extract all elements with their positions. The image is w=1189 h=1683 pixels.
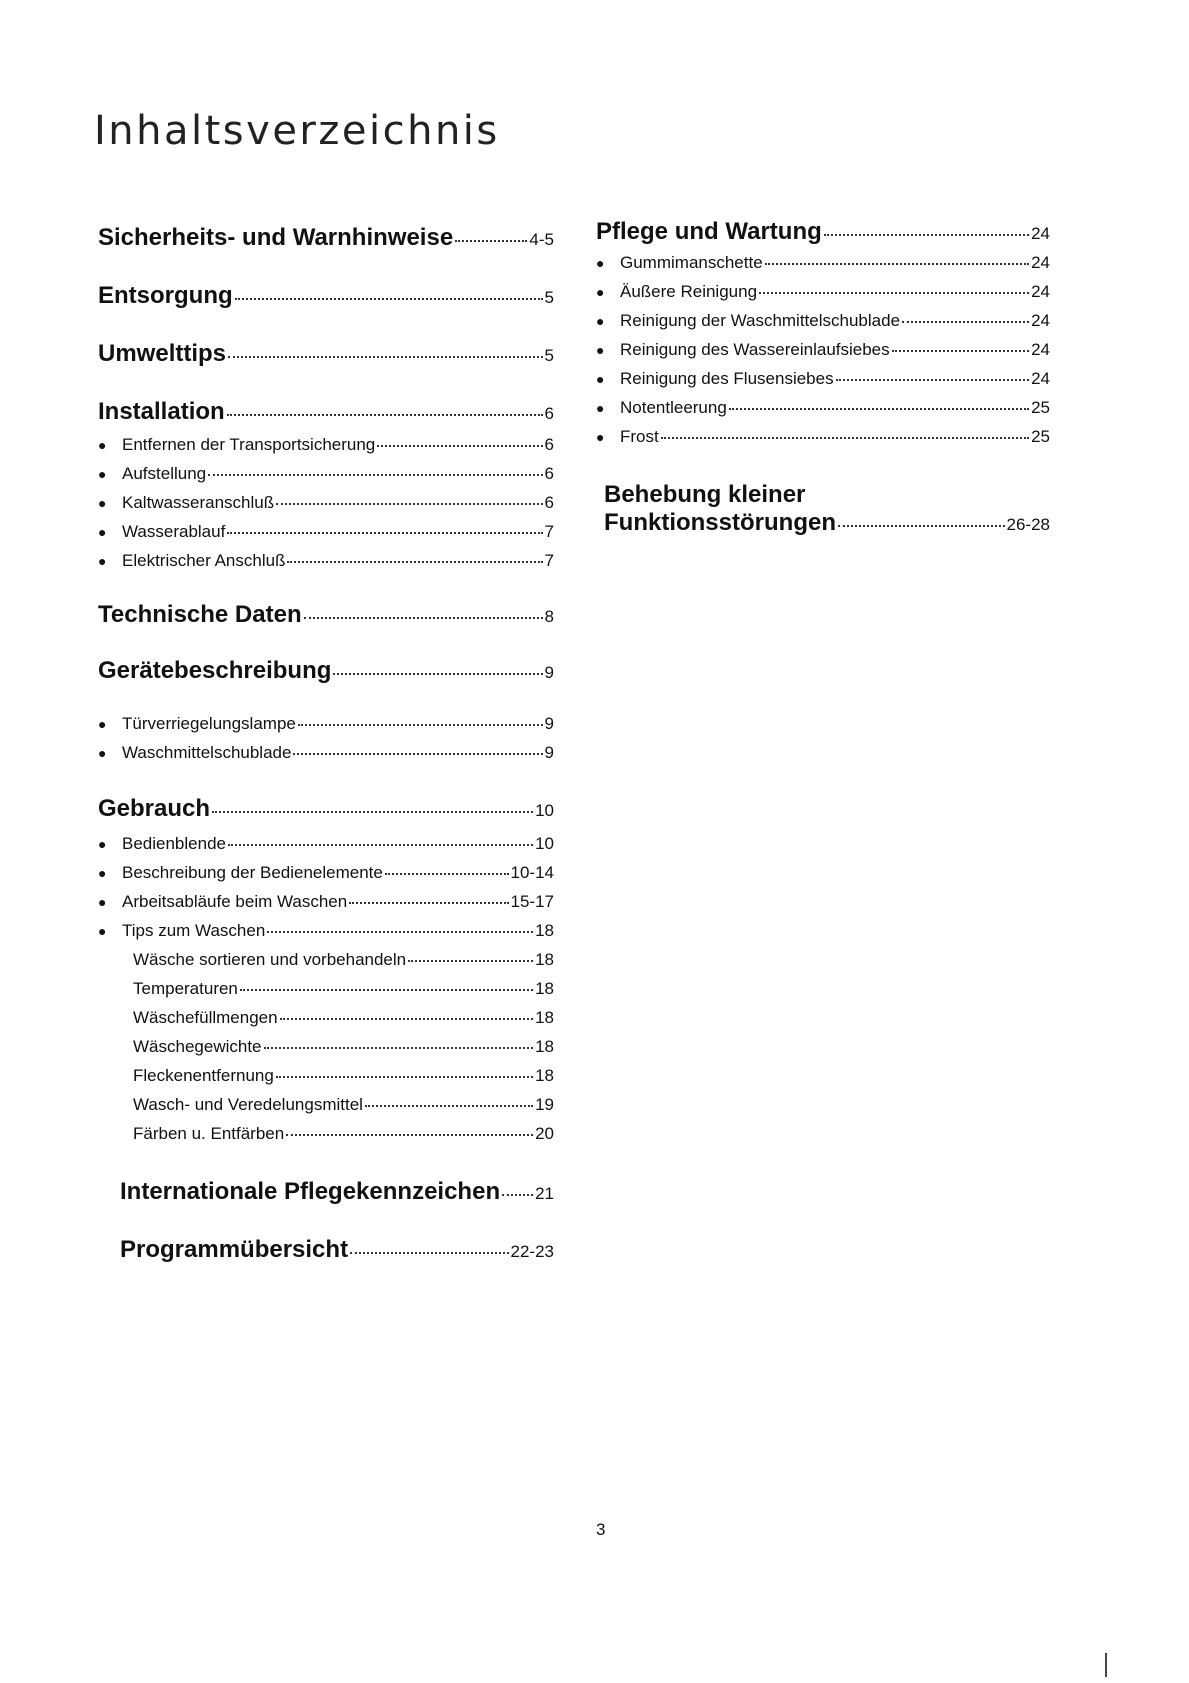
toc-subentry[interactable]: ● Aufstellung 6 (98, 459, 554, 488)
toc-left-column (98, 224, 554, 1264)
bullet-icon: ● (98, 836, 107, 852)
toc-subsubentry[interactable]: Färben u. Entfärben 20 (133, 1124, 554, 1143)
toc-subentry[interactable]: ● Arbeitsabläufe beim Waschen 15-17 (98, 887, 554, 916)
toc-subentry[interactable]: ● Elektrischer Anschluß 7 (98, 546, 554, 575)
toc-entry-technical-data[interactable]: Technische Daten 8 (98, 601, 554, 628)
toc-entry-appliance-description[interactable]: Gerätebeschreibung 9 (98, 657, 554, 684)
toc-entry-safety[interactable]: Sicherheits- und Warnhinweise 4-5 (98, 224, 554, 251)
installation-subitems (98, 430, 554, 575)
toc-entry-environment[interactable]: Umwelttips 5 (98, 340, 554, 367)
bullet-icon: ● (98, 716, 107, 732)
toc-subentry[interactable]: ● Frost 25 (596, 422, 1050, 451)
toc-subentry[interactable]: ● Reinigung des Flusensiebes 24 (596, 364, 1050, 393)
bullet-icon: ● (596, 400, 605, 416)
scan-edge-mark (1105, 1653, 1107, 1677)
toc-entry-care-maintenance[interactable]: Pflege und Wartung 24 (596, 218, 1050, 245)
toc-subentry[interactable]: ● Reinigung des Wassereinlaufsiebes 24 (596, 335, 1050, 364)
toc-entry-disposal[interactable]: Entsorgung 5 (98, 282, 554, 309)
toc-entry-program-overview[interactable]: Programmübersicht 22-23 (120, 1236, 554, 1263)
page-number: 3 (596, 1520, 606, 1539)
toc-subentry[interactable]: ● Türverriegelungslampe 9 (98, 709, 554, 738)
appliance-subitems (98, 709, 554, 767)
toc-subsubentry[interactable]: Wasch- und Veredelungsmittel 19 (133, 1095, 554, 1114)
bullet-icon: ● (98, 923, 107, 939)
toc-subentry[interactable]: ● Notentleerung 25 (596, 393, 1050, 422)
toc-entry-troubleshooting[interactable]: Behebung kleiner Funktionsstörungen 26-28 (604, 481, 1050, 536)
bullet-icon: ● (596, 429, 605, 445)
bullet-icon: ● (596, 371, 605, 387)
toc-subentry[interactable]: ● Wasserablauf 7 (98, 517, 554, 546)
toc-subentry[interactable]: ● Waschmittelschublade 9 (98, 738, 554, 767)
toc-subsubentry[interactable]: Fleckenentfernung 18 (133, 1066, 554, 1085)
bullet-icon: ● (596, 313, 605, 329)
bullet-icon: ● (596, 255, 605, 271)
usage-subitems (98, 829, 554, 1148)
toc-subentry[interactable]: ● Tips zum Waschen 18 (98, 916, 554, 945)
bullet-icon: ● (98, 865, 107, 881)
toc-subentry[interactable]: ● Entfernen der Transportsicherung 6 (98, 430, 554, 459)
toc-entry-usage[interactable]: Gebrauch 10 (98, 795, 554, 822)
toc-subsubentry[interactable]: Wäschegewichte 18 (133, 1037, 554, 1056)
bullet-icon: ● (596, 342, 605, 358)
toc-subsubentry[interactable]: Temperaturen 18 (133, 979, 554, 998)
toc-subentry[interactable]: ● Gummimanschette 24 (596, 248, 1050, 277)
bullet-icon: ● (98, 745, 107, 761)
toc-subsubentry[interactable]: Wäschefüllmengen 18 (133, 1008, 554, 1027)
toc-subsubentry[interactable]: Wäsche sortieren und vorbehandeln 18 (133, 950, 554, 969)
toc-subentry[interactable]: ● Äußere Reinigung 24 (596, 277, 1050, 306)
toc-right-column (596, 218, 1050, 537)
toc-entry-installation[interactable]: Installation 6 (98, 398, 554, 425)
bullet-icon: ● (98, 524, 107, 540)
toc-subentry[interactable]: ● Kaltwasseranschluß 6 (98, 488, 554, 517)
toc-subentry[interactable]: ● Bedienblende 10 (98, 829, 554, 858)
bullet-icon: ● (98, 466, 107, 482)
bullet-icon: ● (98, 495, 107, 511)
bullet-icon: ● (98, 437, 107, 453)
toc-subentry[interactable]: ● Reinigung der Waschmittelschublade 24 (596, 306, 1050, 335)
care-subitems (596, 248, 1050, 451)
toc-entry-care-labels[interactable]: Internationale Pflegekennzeichen 21 (120, 1178, 554, 1205)
bullet-icon: ● (98, 553, 107, 569)
toc-subentry[interactable]: ● Beschreibung der Bedienelemente 10-14 (98, 858, 554, 887)
bullet-icon: ● (98, 894, 107, 910)
page-title: Inhaltsverzeichnis (94, 108, 500, 154)
bullet-icon: ● (596, 284, 605, 300)
